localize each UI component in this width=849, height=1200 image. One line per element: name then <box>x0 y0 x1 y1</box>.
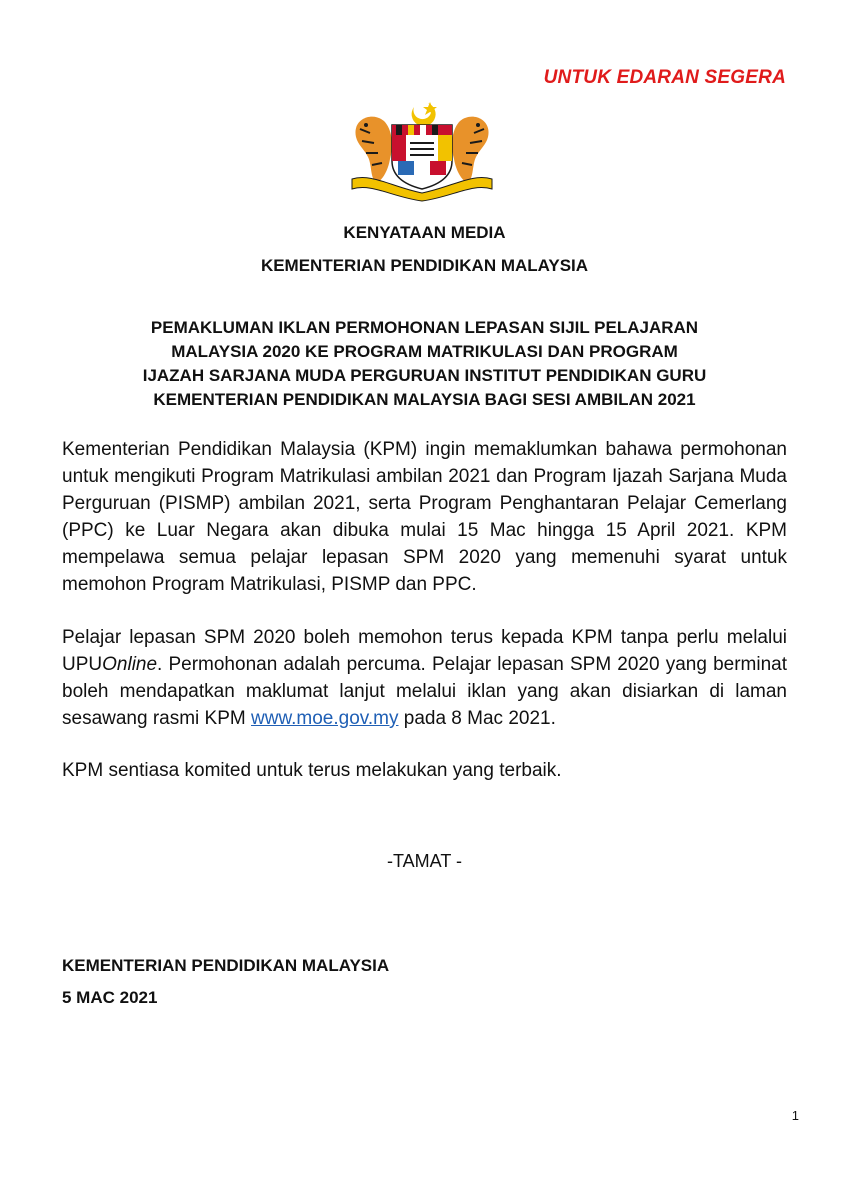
subject-heading <box>62 316 787 412</box>
end-marker: -TAMAT - <box>387 851 462 871</box>
body-paragraph-2 <box>62 624 787 732</box>
paragraph-text: Pelajar lepasan SPM 2020 boleh memohon terus kepada KPM tanpa perlu melalui UPU <box>62 627 787 675</box>
release-tag: UNTUK EDARAN SEGERA <box>543 67 786 88</box>
document-type-title: KENYATAAN MEDIA <box>343 223 506 242</box>
subject-line: MALAYSIA 2020 KE PROGRAM MATRIKULASI DAN PROGRAM <box>171 342 678 361</box>
page-number: 1 <box>791 1108 799 1123</box>
body-paragraph-1: Kementerian Pendidikan Malaysia (KPM) ingin memaklumkan bahawa permohonan untuk mengikuti Program Matrikulasi ambilan 2021 dan Program Ijazah Sarjana Muda Perguruan (PISMP) ambilan 2021, serta Program Penghantaran Pelajar Cemerlang (PPC) ke Luar Negara akan dibuka mulai 15 Mac hingga 15 April 2021. KPM mempelawa semua pelajar lepasan SPM 2020 yang memenuhi syarat untuk memohon Program Matrikulasi, PISMP dan PPC. <box>62 439 787 595</box>
release-date: 5 MAC 2021 <box>62 988 158 1007</box>
signatory: KEMENTERIAN PENDIDIKAN MALAYSIA <box>62 956 390 975</box>
subject-line: KEMENTERIAN PENDIDIKAN MALAYSIA BAGI SESI AMBILAN 2021 <box>153 390 696 409</box>
paragraph-text: pada 8 Mac 2021. <box>398 708 556 729</box>
moe-website-link[interactable]: www.moe.gov.my <box>251 708 399 729</box>
body-paragraph-3: KPM sentiasa komited untuk terus melakukan yang terbaik. <box>62 760 562 781</box>
malaysia-coat-of-arms-icon <box>342 97 502 202</box>
ministry-title: KEMENTERIAN PENDIDIKAN MALAYSIA <box>260 256 589 275</box>
subject-line: PEMAKLUMAN IKLAN PERMOHONAN LEPASAN SIJIL PELAJARAN <box>150 318 699 337</box>
subject-line: IJAZAH SARJANA MUDA PERGURUAN INSTITUT PENDIDIKAN GURU <box>142 366 707 385</box>
paragraph-italic-text: Online <box>102 654 158 675</box>
paragraph-text: . Permohonan adalah percuma. Pelajar lepasan SPM 2020 yang berminat boleh mendapatkan maklumat lanjut melalui iklan yang akan disiarkan di laman sesawang rasmi KPM <box>62 654 787 729</box>
